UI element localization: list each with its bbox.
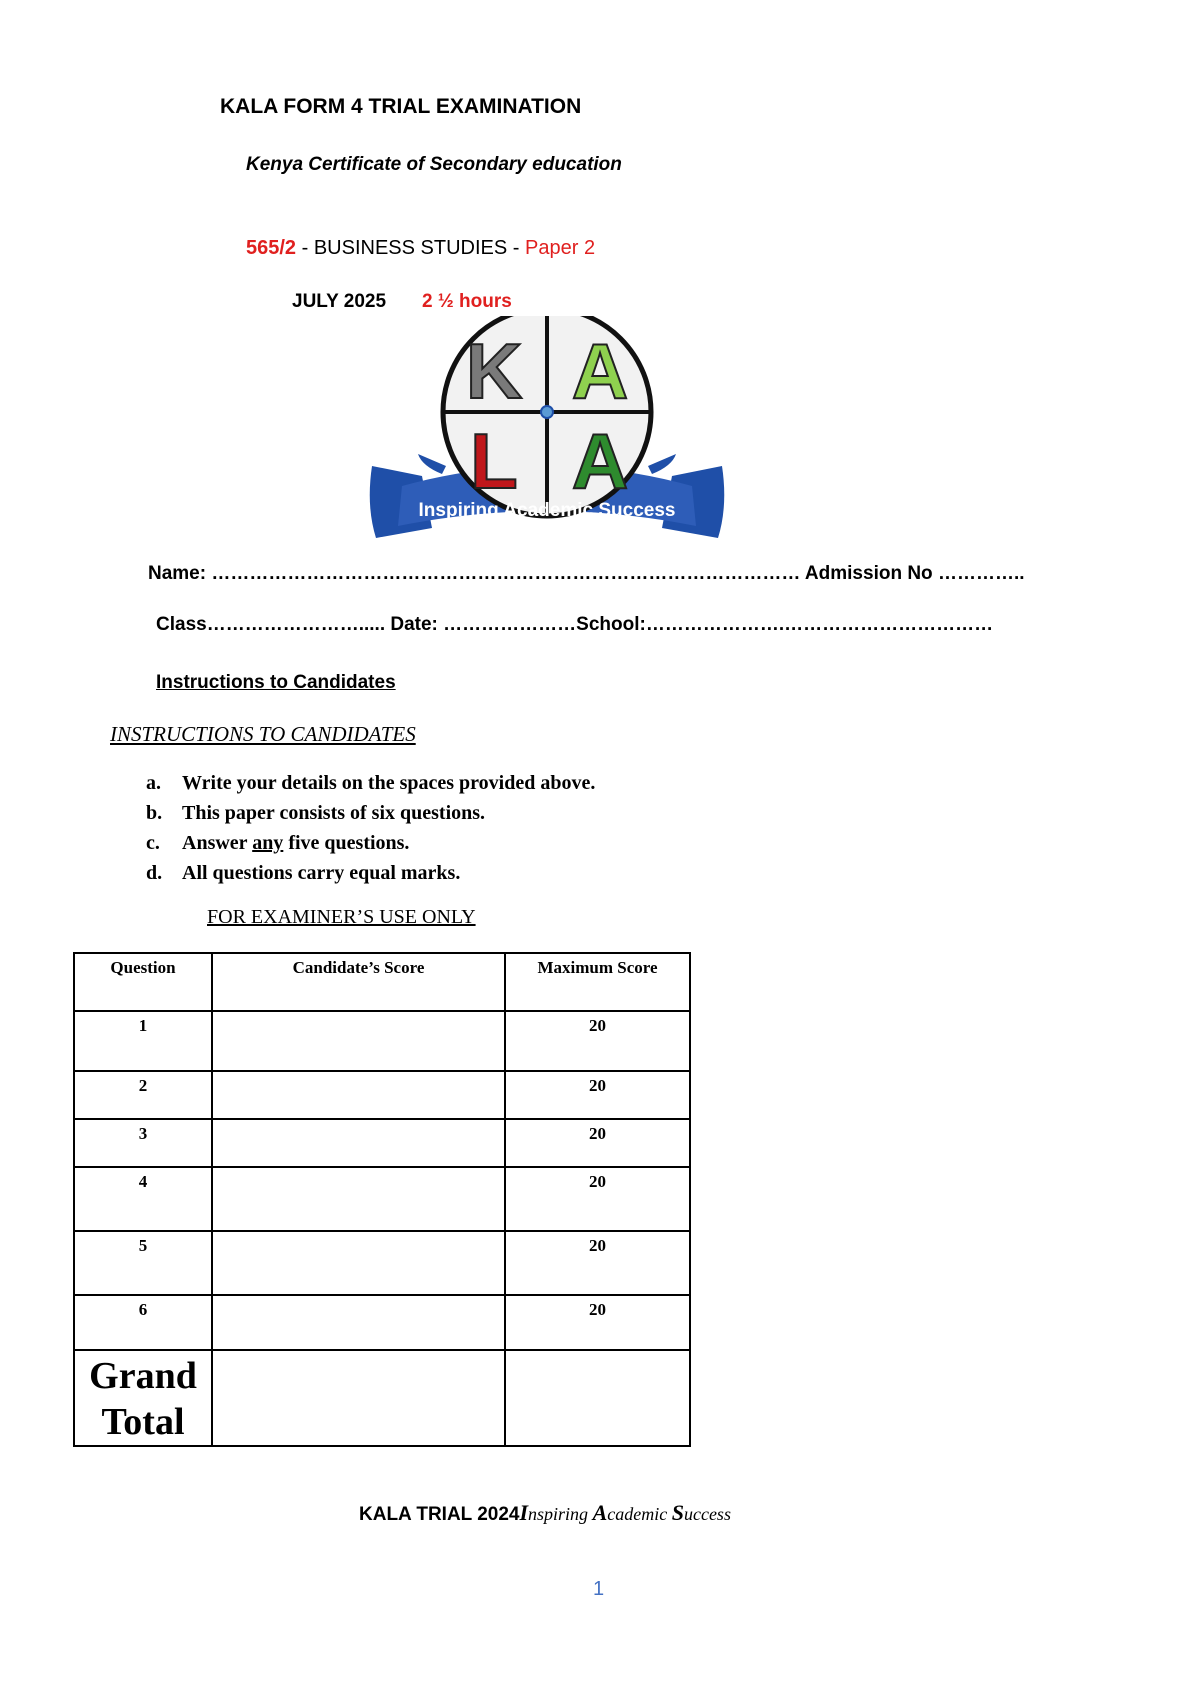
candidate-score-cell[interactable] [212,1295,505,1350]
name-admission-field: Name: ………………………………………………………………………………… Admission No ………….. [148,563,1025,584]
question-number: 6 [74,1295,212,1350]
table-row [74,1231,690,1295]
question-number: 5 [74,1231,212,1295]
maximum-score: 20 [505,1071,690,1119]
list-marker: d. [146,862,163,884]
maximum-score: 20 [505,1295,690,1350]
instruction-emphasis: any [252,832,284,854]
tagline-initial: A [592,1500,608,1525]
table-row [74,1295,690,1350]
exam-title: KALA FORM 4 TRIAL EXAMINATION [220,95,582,118]
grand-total-maximum-cell [505,1350,690,1446]
paper-number: Paper 2 [525,237,596,259]
tagline-part: uccess [683,1504,731,1524]
tagline-initial: S [671,1500,684,1525]
tagline-part: cademic [607,1504,672,1524]
date-line [292,291,512,313]
page-number: 1 [593,1578,605,1600]
logo-letter-l: L [470,417,518,505]
list-item [146,798,595,828]
instruction-text [182,828,409,858]
tagline-initial: I [519,1500,529,1525]
footer-text: KALA TRIAL 2024 [359,1504,520,1525]
table-header-row [74,953,690,1011]
table-row [74,1167,690,1231]
logo-letter-k: K [465,327,523,415]
logo-letter-a2: A [571,417,629,505]
subject-name: BUSINESS STUDIES [313,237,508,259]
table-row [74,1011,690,1071]
paper-line [246,237,595,260]
instruction-text: This paper consists of six questions. [182,802,486,824]
paper-code: 565/2 [246,237,297,259]
exam-date: JULY 2025 [292,291,387,312]
page-footer [359,1500,731,1526]
tagline-part: nspiring [528,1504,593,1524]
instructions-heading: Instructions to Candidates [156,672,396,693]
question-number: 3 [74,1119,212,1167]
column-header-question: Question [74,953,212,1011]
grand-total-label: Grand Total [74,1350,212,1446]
instruction-text-pre: Answer [182,832,253,854]
list-item [146,828,595,858]
logo-banner-text: Inspiring Academic Success [418,500,676,521]
instruction-text-post: five questions. [283,832,410,854]
instructions-list [146,768,595,888]
list-marker: b. [146,802,163,824]
grand-total-candidate-cell[interactable] [212,1350,505,1446]
list-item [146,858,595,888]
question-number: 2 [74,1071,212,1119]
column-header-maximum-score: Maximum Score [505,953,690,1011]
footer-tagline [519,1500,731,1525]
column-header-candidate-score: Candidate’s Score [212,953,505,1011]
list-item [146,768,595,798]
class-date-school-field: Class……………………..... Date: …………………School:………………….…………………………… [156,614,994,635]
question-number: 4 [74,1167,212,1231]
table-row [74,1071,690,1119]
candidate-score-cell[interactable] [212,1011,505,1071]
candidate-score-cell[interactable] [212,1071,505,1119]
question-number: 1 [74,1011,212,1071]
logo-letter-a1: A [571,327,629,415]
score-table [73,952,691,1447]
examiner-heading: FOR EXAMINER’S USE ONLY [207,906,476,928]
maximum-score: 20 [505,1119,690,1167]
candidate-score-cell[interactable] [212,1119,505,1167]
table-row [74,1119,690,1167]
maximum-score: 20 [505,1011,690,1071]
instruction-text: Write your details on the spaces provided above. [182,772,596,794]
kala-logo [362,316,732,552]
list-marker: a. [146,772,161,794]
paper-separator: - [507,237,526,259]
list-marker: c. [146,832,160,854]
maximum-score: 20 [505,1167,690,1231]
instructions-heading-caps: INSTRUCTIONS TO CANDIDATES [110,722,416,746]
candidate-score-cell[interactable] [212,1167,505,1231]
exam-duration: 2 ½ hours [422,291,512,312]
paper-separator: - [296,237,314,259]
candidate-score-cell[interactable] [212,1231,505,1295]
exam-subtitle: Kenya Certificate of Secondary education [246,154,622,175]
instruction-text: All questions carry equal marks. [182,862,461,884]
maximum-score: 20 [505,1231,690,1295]
grand-total-row [74,1350,690,1446]
